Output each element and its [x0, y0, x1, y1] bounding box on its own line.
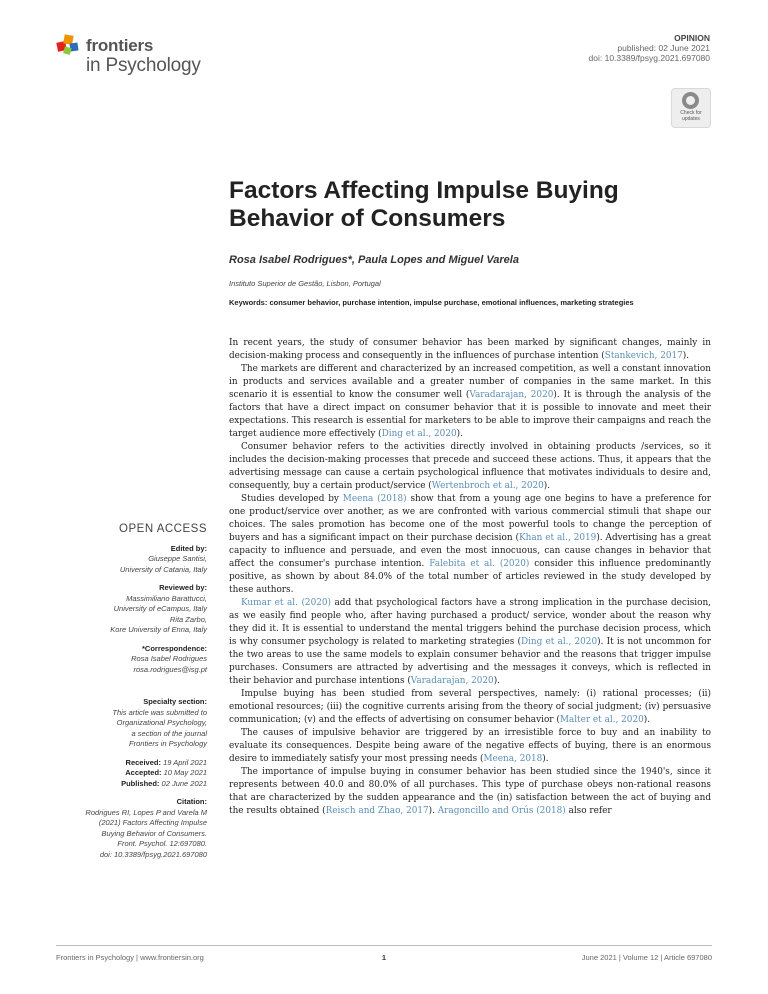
- footer-issue-info: June 2021 | Volume 12 | Article 697080: [581, 953, 712, 962]
- body-paragraph: [229, 337, 711, 363]
- check-updates-icon: [682, 92, 699, 109]
- citation-line: Rodrigues RI, Lopes P and Varela M: [85, 807, 207, 817]
- body-text: ).: [428, 806, 438, 816]
- keywords: [229, 298, 719, 307]
- body-paragraph: [229, 688, 711, 727]
- citation-link[interactable]: Reisch and Zhao, 2017: [325, 806, 429, 816]
- check-for-updates-button[interactable]: [671, 88, 711, 128]
- body-text: ).: [542, 754, 549, 764]
- body-text: consider this influence predominantly positive, as shown by about 84.0% of the total number of articles reviewed in the study developed by these authors.: [229, 559, 711, 595]
- article-authors: Rosa Isabel Rodrigues*, Paula Lopes and Miguel Varela: [229, 254, 519, 266]
- reviewer-line: Kore University of Enna, Italy: [110, 625, 207, 634]
- specialty-section: [56, 697, 207, 750]
- specialty-label: Specialty section:: [143, 697, 207, 706]
- article-body: [229, 337, 711, 818]
- citation-link[interactable]: Khan et al., 2019: [518, 533, 597, 543]
- specialty-line: Frontiers in Psychology: [129, 739, 207, 748]
- specialty-line: This article was submitted to: [112, 707, 207, 717]
- editor-line: University of Catania, Italy: [119, 564, 207, 574]
- frontiers-logo-icon: [56, 32, 82, 58]
- body-text: In recent years, the study of consumer behavior has been marked by significant changes, mainly in decision-making process and consequently in the influences of purchase intention (: [229, 338, 711, 361]
- correspondence: [56, 644, 207, 676]
- citation-link[interactable]: Ding et al., 2020: [520, 637, 598, 647]
- reviewer-line[interactable]: Rita Zarbo,: [169, 614, 207, 624]
- body-text: Studies developed by: [241, 494, 343, 504]
- keywords-label: Keywords:: [229, 298, 268, 307]
- citation-link[interactable]: Meena, 2018: [483, 754, 543, 764]
- body-paragraph: [229, 363, 711, 441]
- specialty-line: Organizational Psychology,: [116, 718, 207, 727]
- citation-link[interactable]: Kumar et al. (2020): [241, 598, 331, 608]
- article-meta: [589, 33, 710, 63]
- article-sidebar: [56, 524, 207, 868]
- body-text: add that psychological factors have a strong implication in the purchase decision, as we easily find people who, after having purchased a product/ service, wonder about the reason why they did it. It is essential to understand the mental triggers behind the purchase decision process, which is why consumer psychology is related to marketing strategies (: [229, 598, 711, 647]
- article-title: Factors Affecting Impulse Buying Behavior of Consumers: [229, 177, 619, 232]
- page-footer: [56, 945, 712, 966]
- journal-name-line1: frontiers: [86, 36, 154, 55]
- reviewed-by: [56, 583, 207, 636]
- body-text: ).: [543, 481, 551, 491]
- body-text: The importance of impulse buying in consumer behavior has been studied since the 1940's, since it represents between 40.0 and 80.0% of all purchases. This type of purchase obeys non-rational reasons that are characterized by the sudden appearance and the (in) satisfaction between the act of buying and the results obtained (: [229, 767, 711, 816]
- body-text: ). Advertising has a great capacity to influence and persuade, and even the most innocuous, can cause changes in behavior that affect the consumer's purchase intention.: [229, 533, 712, 569]
- keywords-list: consumer behavior, purchase intention, impulse purchase, emotional influences, marketing strategies: [269, 298, 634, 307]
- citation-link[interactable]: Stankevich, 2017: [604, 351, 683, 361]
- edited-by-label: Edited by:: [170, 543, 207, 553]
- reviewer-line[interactable]: Massimiliano Barattucci,: [126, 593, 207, 603]
- citation-doi[interactable]: doi: 10.3389/fpsyg.2021.697080: [99, 849, 207, 859]
- citation: [56, 797, 207, 860]
- body-paragraph: [229, 597, 711, 688]
- body-paragraph: [229, 493, 711, 597]
- article-dates: [56, 758, 207, 790]
- body-paragraph: [229, 441, 711, 493]
- published-date-sidebar: Published: 02 June 2021: [121, 778, 207, 788]
- body-text: ). It is not uncommon for the two areas to use the same models to explain consumer behavior and the reasons that trigger impulse purchases. Consumers are attracted by advertising and the messages it conveys, which is reflected in their behavior and purchase intentions (: [229, 637, 711, 686]
- body-text: ).: [643, 715, 651, 725]
- body-text: Consumer behavior refers to the activities directly involved in obtaining products /services, so it includes the decision-making processes that precede and succeed these actions. Thus, it appears that the advertising message can cause a certain psychological influence that motivates individuals to desire and, consequently, buy a certain product/service (: [229, 442, 711, 491]
- edited-by: [56, 544, 207, 576]
- reviewer-line: University of eCampus, Italy: [113, 604, 207, 613]
- citation-link[interactable]: Ding et al., 2020: [381, 429, 457, 439]
- citation-link[interactable]: Varadarajan, 2020: [410, 676, 494, 686]
- specialty-line: a section of the journal: [131, 728, 207, 738]
- open-access-label: OPEN ACCESS: [119, 523, 207, 535]
- body-text: The causes of impulsive behavior are triggered by an irresistible force to buy and an inability to evaluate its consequences. Despite being aware of the negative effects of buying, there is an enormous desire to immediately satisfy your most pressing needs (: [229, 728, 711, 764]
- footer-journal-link[interactable]: Frontiers in Psychology | www.frontiersin.org: [56, 953, 204, 962]
- citation-link[interactable]: Aragoncillo and Orús (2018): [437, 806, 566, 816]
- accepted-date: Accepted: 10 May 2021: [125, 768, 207, 777]
- citation-link[interactable]: Varadarajan, 2020: [469, 390, 554, 400]
- citation-link[interactable]: Malter et al., 2020: [559, 715, 644, 725]
- body-text: Impulse buying has been studied from several perspectives, namely: (i) rational processes; (ii) emotional resources; (iii) the cognitive currents arising from the theory of social judgment; (iv) persuasive communication; (v) and the effects of advertising on consumer behavior (: [229, 689, 711, 725]
- doi-link[interactable]: doi: 10.3389/fpsyg.2021.697080: [588, 53, 710, 63]
- body-paragraph: [229, 766, 711, 818]
- correspondence-name[interactable]: Rosa Isabel Rodrigues: [131, 654, 207, 663]
- journal-name-line2: in Psychology: [86, 55, 201, 76]
- body-text: also refer: [565, 806, 612, 816]
- author-affiliation: Instituto Superior de Gestão, Lisbon, Portugal: [229, 279, 381, 288]
- published-date: published: 02 June 2021: [617, 43, 710, 53]
- body-paragraph: [229, 727, 711, 766]
- page-number: 1: [381, 953, 387, 962]
- reviewed-by-label: Reviewed by:: [159, 583, 207, 592]
- article-type: OPINION: [674, 33, 710, 43]
- correspondence-email[interactable]: rosa.rodrigues@isg.pt: [133, 664, 207, 674]
- citation-link[interactable]: Wertenbroch et al., 2020: [431, 481, 544, 491]
- citation-line: Front. Psychol. 12:697080.: [117, 839, 207, 848]
- check-updates-label: Check for updates: [680, 110, 702, 122]
- editor-line[interactable]: Giuseppe Santisi,: [148, 554, 207, 563]
- citation-label: Citation:: [176, 797, 207, 806]
- body-text: ).: [456, 429, 463, 439]
- journal-logo[interactable]: [56, 30, 216, 78]
- body-text: ).: [682, 351, 690, 361]
- correspondence-label: *Correspondence:: [141, 643, 207, 653]
- body-text: ). It is through the analysis of the factors that have a direct impact on consumer behavior that it is possible to innovate and meet their expectations. This research is essential for marketers to be able to improve their campaigns and reach the target audience more effectively (: [229, 390, 712, 439]
- received-date: Received: 19 April 2021: [125, 757, 207, 767]
- citation-line: Buying Behavior of Consumers.: [101, 828, 207, 838]
- citation-link[interactable]: Meena (2018): [342, 494, 407, 504]
- citation-line: (2021) Factors Affecting Impulse: [98, 818, 207, 827]
- body-text: show that from a young age one begins to have a preference for one product/service over another, as we are confronted with various commercial stimuli that shape our choices. The sales promotion has become one of the most powerful tools to change the perception of buyers and has a significant impact on their purchase decision (: [229, 494, 712, 543]
- body-text: The markets are different and characterized by an increased competition, as well a constant innovation in products and services available and a greater number of companies in the same market. In this scenario it is essential to know the consumer well (: [229, 364, 711, 400]
- body-text: ).: [493, 676, 501, 686]
- citation-link[interactable]: Falebita et al. (2020): [429, 559, 530, 569]
